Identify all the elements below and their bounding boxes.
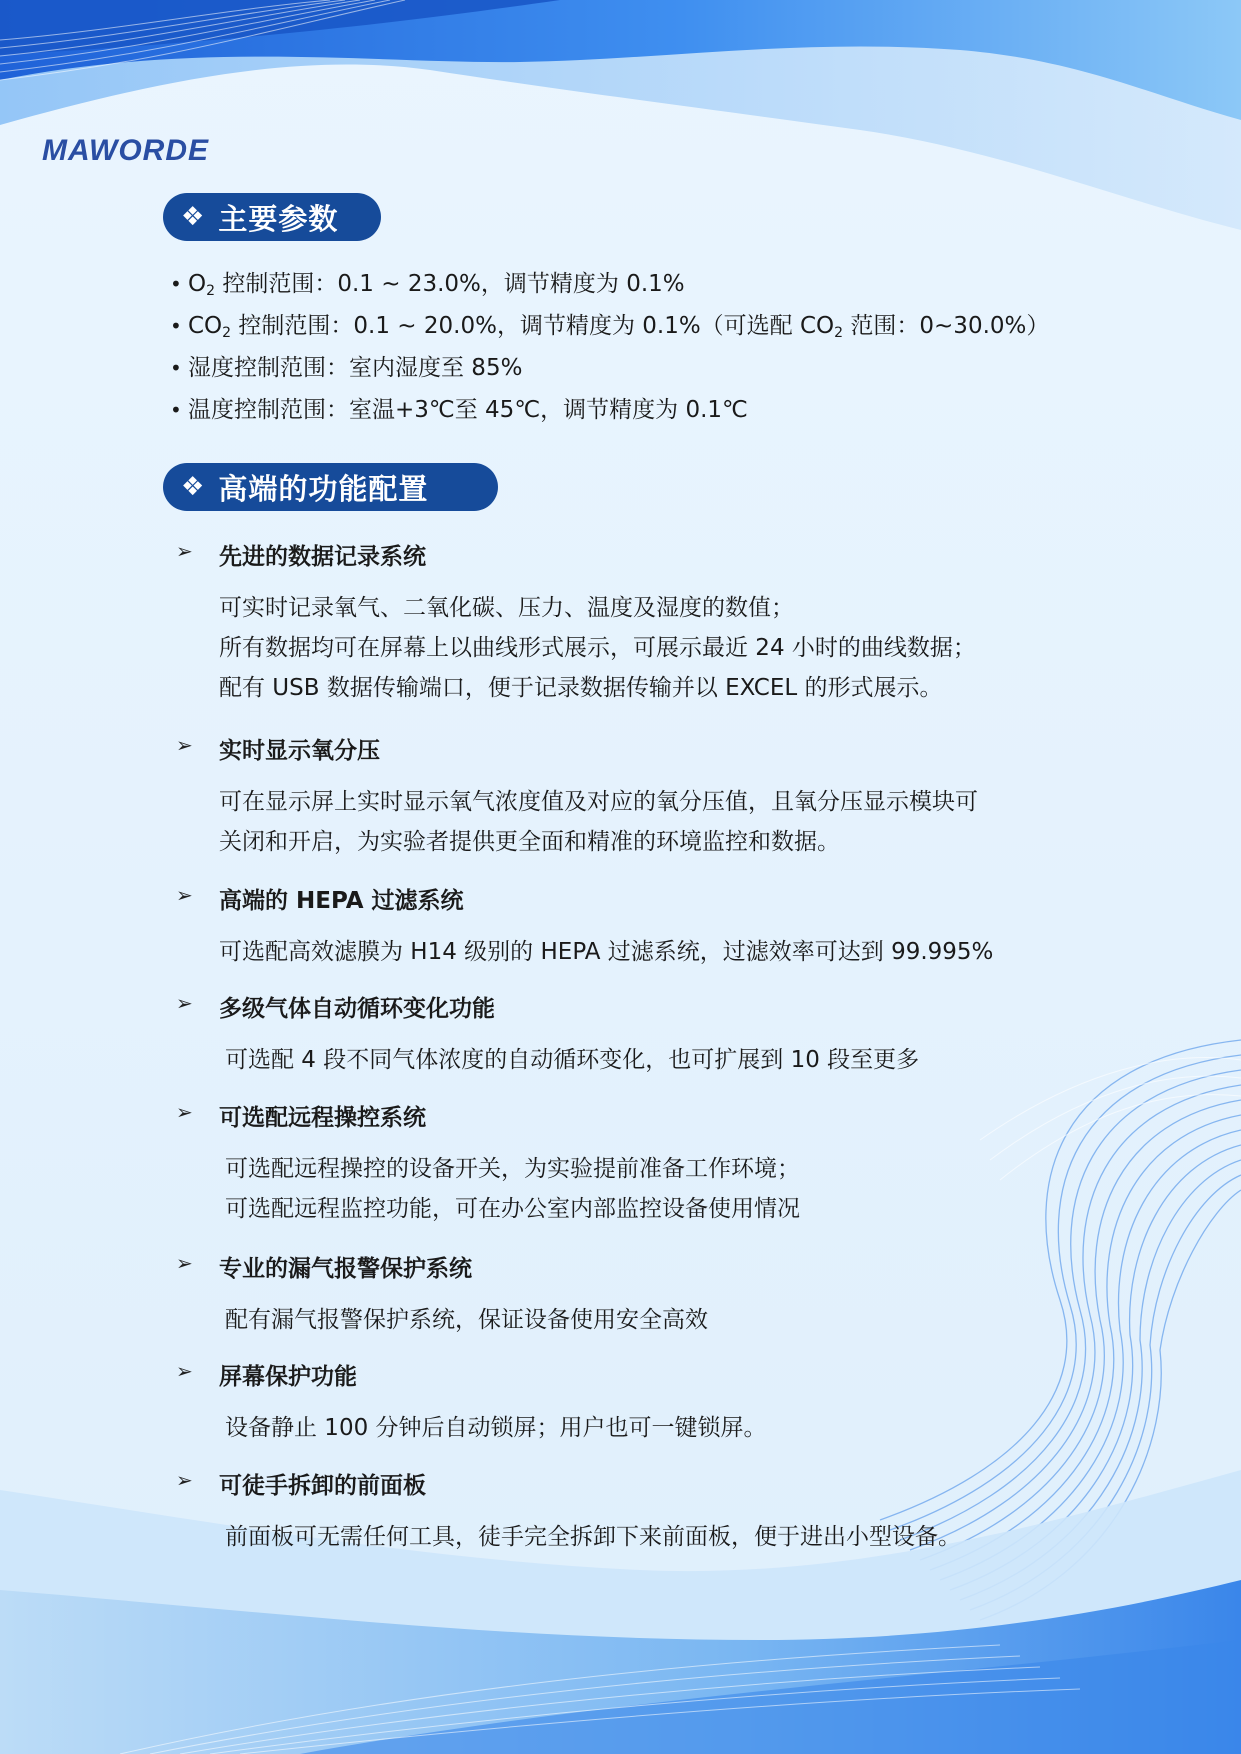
- arrow-bullet-icon: ➢: [176, 883, 193, 907]
- bullet-icon: •: [170, 314, 182, 338]
- section-title: 高端的功能配置: [218, 471, 429, 506]
- list-item: • $CO_2$ 控制范围：0.1 ~ 20.0%，调节精度为 0.1%（可选配 $CO_2$ 范围：0~30.0%）: [188, 310, 1049, 352]
- arrow-bullet-icon: ➢: [176, 733, 193, 757]
- arrow-bullet-icon: ➢: [176, 991, 193, 1015]
- feature-title: 屏幕保护功能: [219, 1364, 357, 1390]
- section-header-features: [163, 463, 498, 511]
- bullet-icon: •: [170, 398, 182, 422]
- section-title: 主要参数: [218, 201, 339, 236]
- feature-title: 高端的 HEPA 过滤系统: [219, 888, 464, 914]
- feature-description: 可选配高效滤膜为 H14 级别的 HEPA 过滤系统，过滤效率可达到 99.995%: [219, 939, 994, 965]
- feature-title: 可徒手拆卸的前面板: [219, 1473, 426, 1499]
- feature-title: 专业的漏气报警保护系统: [219, 1256, 472, 1282]
- arrow-bullet-icon: ➢: [176, 1100, 193, 1124]
- feature-description: 可在显示屏上实时显示氧气浓度值及对应的氧分压值，且氧分压显示模块可 关闭和开启，为实验者提供更全面和精准的环境监控和数据。: [219, 789, 978, 855]
- diamond-bullet-icon: ❖: [181, 202, 205, 232]
- list-item: • 湿度控制范围：室内湿度至 85%: [188, 352, 1049, 394]
- feature-description: 可实时记录氧气、二氧化碳、压力、温度及湿度的数值； 所有数据均可在屏幕上以曲线形式展示，可展示最近 24 小时的曲线数据； 配有 USB 数据传输端口，便于记录数据传输并以 EXCEL 的形式展示。: [219, 595, 976, 701]
- feature-title: 可选配远程操控系统: [219, 1105, 426, 1131]
- feature-title: 实时显示氧分压: [219, 738, 380, 764]
- param-list: [170, 268, 1050, 436]
- feature-title: 多级气体自动循环变化功能: [219, 996, 495, 1022]
- feature-description: 可选配 4 段不同气体浓度的自动循环变化，也可扩展到 10 段至更多: [225, 1047, 920, 1073]
- feature-title: 先进的数据记录系统: [219, 544, 426, 570]
- bullet-icon: •: [170, 272, 182, 296]
- arrow-bullet-icon: ➢: [176, 1468, 193, 1492]
- arrow-bullet-icon: ➢: [176, 539, 193, 563]
- arrow-bullet-icon: ➢: [176, 1359, 193, 1383]
- feature-description: 可选配远程操控的设备开关，为实验提前准备工作环境； 可选配远程监控功能，可在办公室内部监控设备使用情况: [225, 1156, 800, 1222]
- brand-logo: MAWORDE: [42, 134, 209, 167]
- arrow-bullet-icon: ➢: [176, 1251, 193, 1275]
- section-header-main-params: [163, 193, 381, 241]
- feature-description: 配有漏气报警保护系统，保证设备使用安全高效: [225, 1307, 708, 1333]
- list-item: • $O_2$ 控制范围：0.1 ~ 23.0%，调节精度为 0.1%: [188, 268, 1049, 310]
- list-item: • 温度控制范围：室温+3℃至 45℃，调节精度为 0.1℃: [188, 394, 1049, 436]
- bullet-icon: •: [170, 356, 182, 380]
- diamond-bullet-icon: ❖: [181, 472, 205, 502]
- feature-description: 前面板可无需任何工具，徒手完全拆卸下来前面板，便于进出小型设备。: [225, 1524, 961, 1550]
- feature-description: 设备静止 100 分钟后自动锁屏；用户也可一键锁屏。: [225, 1415, 767, 1441]
